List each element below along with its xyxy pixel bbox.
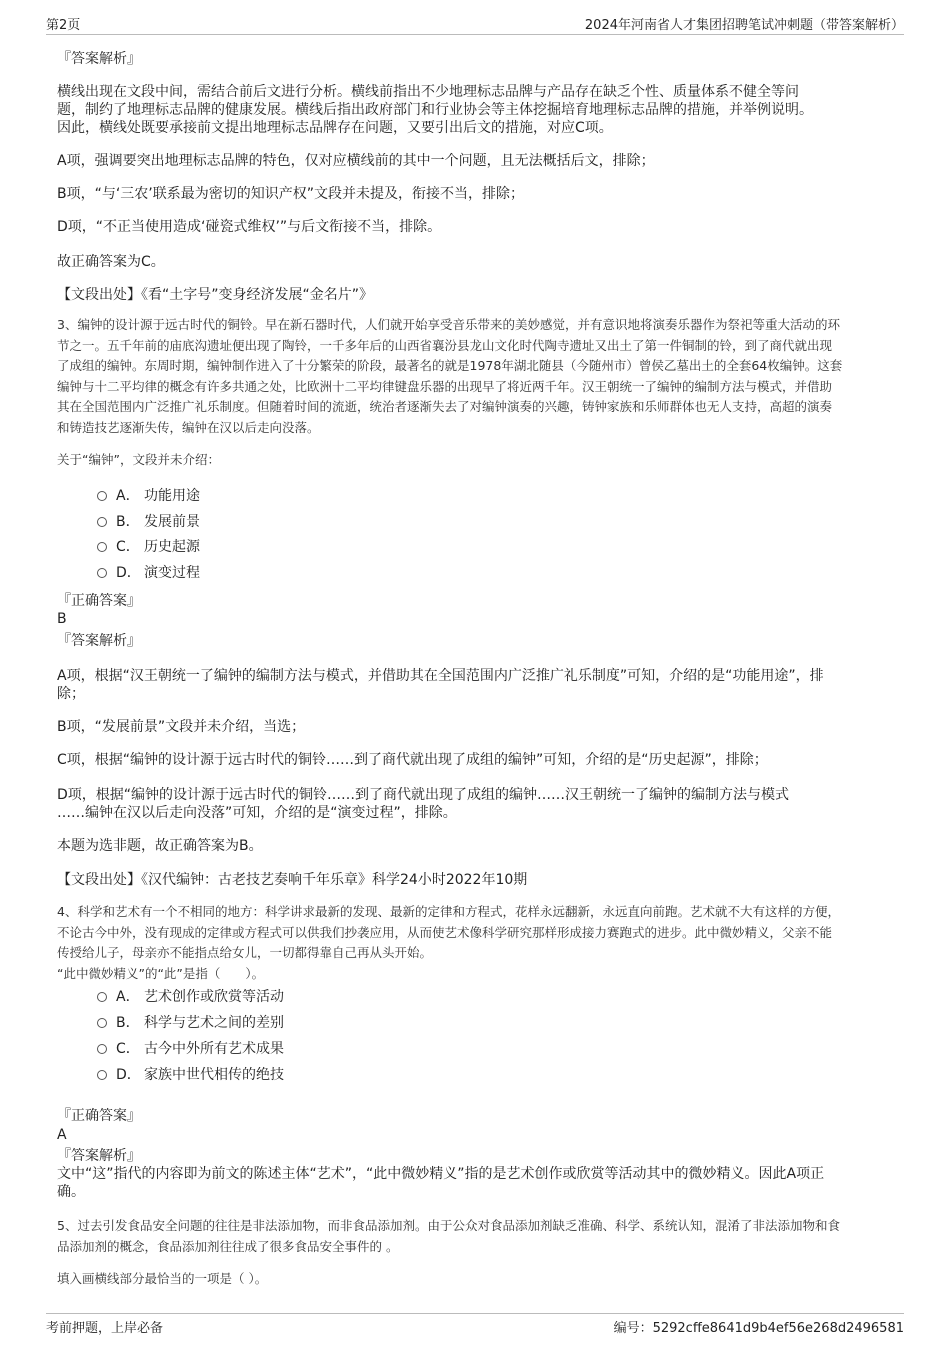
radio-icon[interactable] [97,568,107,578]
q3-option-d[interactable]: D． 演变过程 [97,564,200,582]
q2-analysis-text [57,83,887,137]
page-header [46,14,904,35]
q2-option-d-note: D项，“不正当使用造成‘碰瓷式维权’”与后文衔接不当，排除。 [57,219,442,235]
radio-icon[interactable] [97,1018,107,1028]
q3-option-b-note: B项，“发展前景”文段并未介绍，当选； [57,719,306,735]
q4-analysis-label: 『答案解析』 [57,1148,141,1164]
q2-option-b-note: B项，“与‘三农’联系最为密切的知识产权”文段并未提及，衔接不当，排除； [57,186,525,202]
q3-answer: B [57,611,67,627]
q3-stem-line: 编钟与十二平均律的概念有许多共通之处，比欧洲十二平均律键盘乐器的出现早了将近两千年。汉王朝统一了编钟的编制方法与模式，并借助 [57,378,833,394]
document-title: 2024年河南省人才集团招聘笔试冲刺题（带答案解析） [584,18,904,33]
page-number: 第2页 [46,18,81,33]
q3-stem-line: 了成组的编钟。东周时期，编钟制作进入了十分繁荣的阶段，最著名的就是1978年湖北随县（今随州市）曾侯乙墓出土的全套64枚编钟。这套 [57,358,843,373]
q2-analysis-label: 『答案解析』 [57,51,141,67]
radio-icon[interactable] [97,1044,107,1054]
q5-question: 填入画横线部分最恰当的一项是（ ）。 [57,1271,268,1286]
q3-option-d-note: D项，根据“编钟的设计源于远古时代的铜铃……到了商代就出现了成组的编钟……汉王朝统一了编钟的编制方法与模式 ……编钟在汉以后走向没落”可知，介绍的是“演变过程”，排除。 [57,787,790,821]
q5-stem-line: 5、过去引发食品安全问题的往往是非法添加物，而非食品添加剂。由于公众对食品添加剂缺乏准确、科学、系统认知，混淆了非法添加物和食 [57,1218,840,1233]
q3-answer-label: 『正确答案』 [57,593,141,609]
q2-analysis-line: 题，制约了地理标志品牌的健康发展。横线后指出政府部门和行业协会等主体挖掘培育地理标志品牌的措施，并举例说明。 [57,102,813,118]
q4-analysis-text: 文中“这”指代的内容即为前文的陈述主体“艺术”，“此中微妙精义”指的是艺术创作或欣赏等活动其中的微妙精义。因此A项正 确。 [57,1166,825,1200]
q2-analysis-line: 横线出现在文段中间，需结合前后文进行分析。横线前指出不少地理标志品牌与产品存在缺乏个性、质量体系不健全等问 [57,84,799,100]
q4-stem-line: 不论古今中外，没有现成的定律或方程式可以供我们抄袭应用，从而使艺术像科学研究那样形成接力赛跑式的进步。此中微妙精义，父亲不能 [57,924,833,940]
q4-answer-label: 『正确答案』 [57,1108,141,1124]
q3-option-b[interactable]: B． 发展前景 [97,513,200,531]
page-footer [46,1313,904,1336]
q4-option-b[interactable]: B． 科学与艺术之间的差别 [97,1014,284,1032]
q3-analysis-label: 『答案解析』 [57,633,141,649]
q4-option-a[interactable]: A． 艺术创作或欣赏等活动 [97,988,284,1006]
q3-option-a[interactable]: A． 功能用途 [97,487,200,505]
q5-stem [57,1216,902,1257]
radio-icon[interactable] [97,1070,107,1080]
q4-stem-line: 传授给儿子，母亲亦不能指点给女儿，一切都得靠自己再从头开始。 [57,945,433,960]
q3-stem-line: 和铸造技艺逐渐失传，编钟在汉以后走向没落。 [57,419,320,435]
q5-stem-line: 品添加剂的概念，食品添加剂往往成了很多食品安全事件的 。 [57,1238,399,1254]
q3-option-c[interactable]: C． 历史起源 [97,538,200,556]
q2-source: 【文段出处】《看“土字号”变身经济发展“金名片”》 [57,287,374,303]
radio-icon[interactable] [97,992,107,1002]
radio-icon[interactable] [97,491,107,501]
q3-stem-line: 其在全国范围内广泛推广礼乐制度。但随着时间的流逝，统治者逐渐失去了对编钟演奏的兴趣，铸钟家族和乐师群体也无人支持，高超的演奏 [57,399,833,414]
q3-conclusion: 本题为选非题，故正确答案为B。 [57,838,263,854]
q3-stem [57,315,902,438]
q4-stem-line: 4、科学和艺术有一个不相同的地方：科学讲求最新的发现、最新的定律和方程式，花样永远翻新，永远直向前跑。艺术就不大有这样的方便， [57,904,840,919]
radio-icon[interactable] [97,517,107,527]
q3-source: 【文段出处】《汉代编钟：古老技艺奏响千年乐章》科学24小时2022年10期 [57,872,528,888]
document-id: 编号：5292cffe8641d9b4ef56e268d2496581 [613,1321,904,1336]
q3-option-c-note: C项，根据“编钟的设计源于远古时代的铜铃……到了商代就出现了成组的编钟”可知，介绍的是“历史起源”，排除； [57,752,768,768]
q4-answer: A [57,1127,67,1143]
footer-slogan: 考前押题，上岸必备 [46,1321,164,1336]
radio-icon[interactable] [97,542,107,552]
q3-stem-line: 节之一。五千年前的庙底沟遗址便出现了陶铃，一千多年后的山西省襄汾县龙山文化时代陶寺遗址又出土了第一件铜制的铃，到了商代就出现 [57,337,833,353]
q3-question: 关于“编钟”，文段并未介绍： [57,452,220,467]
q2-option-a-note: A项，强调要突出地理标志品牌的特色，仅对应横线前的其中一个问题，且无法概括后文，排除； [57,153,655,169]
q4-option-d[interactable]: D． 家族中世代相传的绝技 [97,1066,284,1084]
q2-conclusion: 故正确答案为C。 [57,254,165,270]
q3-option-a-note: A项，根据“汉王朝统一了编钟的编制方法与模式，并借助其在全国范围内广泛推广礼乐制度”可知，介绍的是“功能用途”，排 除； [57,668,824,702]
q3-stem-line: 3、编钟的设计源于远古时代的铜铃。早在新石器时代，人们就开始享受音乐带来的美妙感觉，并有意识地将演奏乐器作为祭祀等重大活动的环 [57,317,840,332]
q4-stem [57,902,902,984]
q4-stem-line: “此中微妙精义”的“此”是指（ ）。 [57,965,265,981]
q4-option-c[interactable]: C． 古今中外所有艺术成果 [97,1040,284,1058]
q2-analysis-line: 因此，横线处既要承接前文提出地理标志品牌存在问题，又要引出后文的措施，对应C项。 [57,120,613,136]
